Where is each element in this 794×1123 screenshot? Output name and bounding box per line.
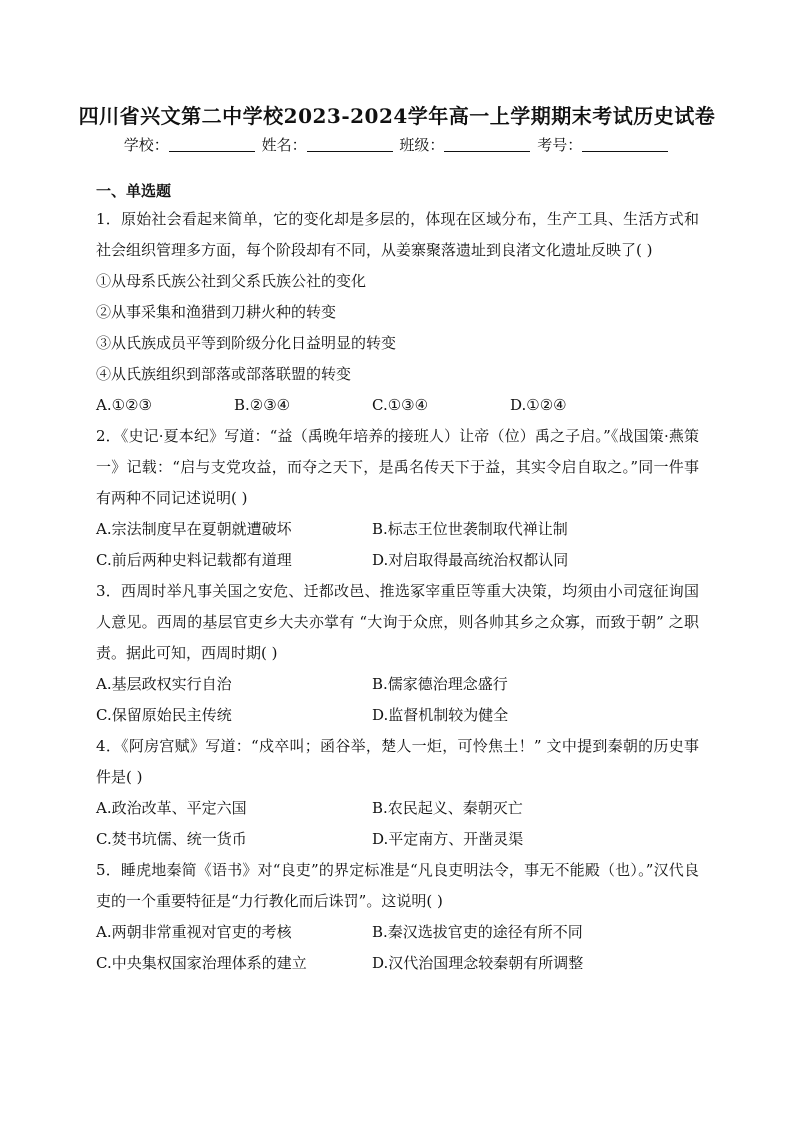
option-a: A.基层政权实行自治 [96, 675, 232, 693]
question-list [96, 204, 699, 979]
option-a: A.①②③ [96, 396, 152, 414]
option-a: A.宗法制度早在夏朝就遭破坏 [96, 520, 292, 538]
name-label: 姓名： [261, 136, 307, 154]
option-a: A.政治改革、平定六国 [96, 799, 247, 817]
statement: ①从母系氏族公社到父系氏族公社的变化 [96, 272, 367, 290]
statement: ③从氏族成员平等到阶级分化日益明显的转变 [96, 334, 397, 352]
class-blank [444, 137, 530, 152]
option-b: B.②③④ [234, 396, 291, 414]
option-c: C.①③④ [372, 396, 429, 414]
answer-options [96, 514, 699, 545]
name-blank [307, 137, 393, 152]
exam-number-label: 考号： [537, 136, 583, 154]
question-stem: 1．原始社会看起来简单，它的变化却是多层的，体现在区域分布，生产工具、生活方式和社会组织管理多方面，每个阶段却有不同，从姜寨聚落遗址到良渚文化遗址反映了( ) [96, 210, 699, 259]
option-b: B.儒家德治理念盛行 [372, 675, 508, 693]
statement: ②从事采集和渔猎到刀耕火种的转变 [96, 303, 337, 321]
question-stem: 5．睡虎地秦简《语书》对“良吏”的界定标准是“凡良吏明法令，事无不能殿（也）。”汉代良吏的一个重要特征是“力行教化而后诛罚”。这说明( ) [96, 861, 699, 910]
option-b: B.农民起义、秦朝灭亡 [372, 799, 523, 817]
section-title: 一、单选题 [96, 182, 172, 200]
answer-options [96, 793, 699, 824]
option-b: B.秦汉选拔官吏的途径有所不同 [372, 923, 583, 941]
option-d: D.平定南方、开凿灵渠 [372, 830, 524, 848]
question-stem: 4．《阿房宫赋》写道：“戍卒叫；函谷举，楚人一炬，可怜焦土！” 文中提到秦朝的历史事件是( ) [96, 737, 699, 786]
answer-options [96, 390, 699, 421]
option-d: D.监督机制较为健全 [372, 706, 509, 724]
class-label: 班级： [399, 136, 445, 154]
exam-title: 四川省兴文第二中学校2023-2024学年高一上学期期末考试历史试卷 [78, 104, 716, 128]
school-label: 学校： [123, 136, 169, 154]
statement: ④从氏族组织到部落或部落联盟的转变 [96, 365, 352, 383]
student-info-line [0, 134, 794, 155]
answer-options [96, 917, 699, 948]
question-stem: 2．《史记·夏本纪》写道：“益（禹晚年培养的接班人）让帝（位）禹之子启。”《战国策·燕策一》记载：“启与支党攻益，而夺之天下，是禹名传天下于益，其实令启自取之。”同一件事有两种不同记述说明( ) [96, 427, 699, 507]
option-d: D.对启取得最高统治权都认同 [372, 551, 569, 569]
answer-options [96, 545, 699, 576]
school-blank [169, 137, 255, 152]
option-c: C.中央集权国家治理体系的建立 [96, 954, 307, 972]
option-c: C.保留原始民主传统 [96, 706, 232, 724]
option-d: D.汉代治国理念较秦朝有所调整 [372, 954, 584, 972]
option-a: A.两朝非常重视对官吏的考核 [96, 923, 292, 941]
option-c: C.前后两种史料记载都有道理 [96, 551, 292, 569]
answer-options [96, 700, 699, 731]
answer-options [96, 948, 699, 979]
option-d: D.①②④ [510, 396, 567, 414]
option-b: B.标志王位世袭制取代禅让制 [372, 520, 568, 538]
answer-options [96, 824, 699, 855]
question-stem: 3．西周时举凡事关国之安危、迁都改邑、推选冢宰重臣等重大决策，均须由小司寇征询国人意见。西周的基层官吏乡大夫亦掌有 “大询于众庶，则各帅其乡之众寡，而致于朝” 之职责。据此可知，西周时期( ) [96, 582, 699, 662]
exam-number-blank [582, 137, 668, 152]
answer-options [96, 669, 699, 700]
option-c: C.焚书坑儒、统一货币 [96, 830, 247, 848]
